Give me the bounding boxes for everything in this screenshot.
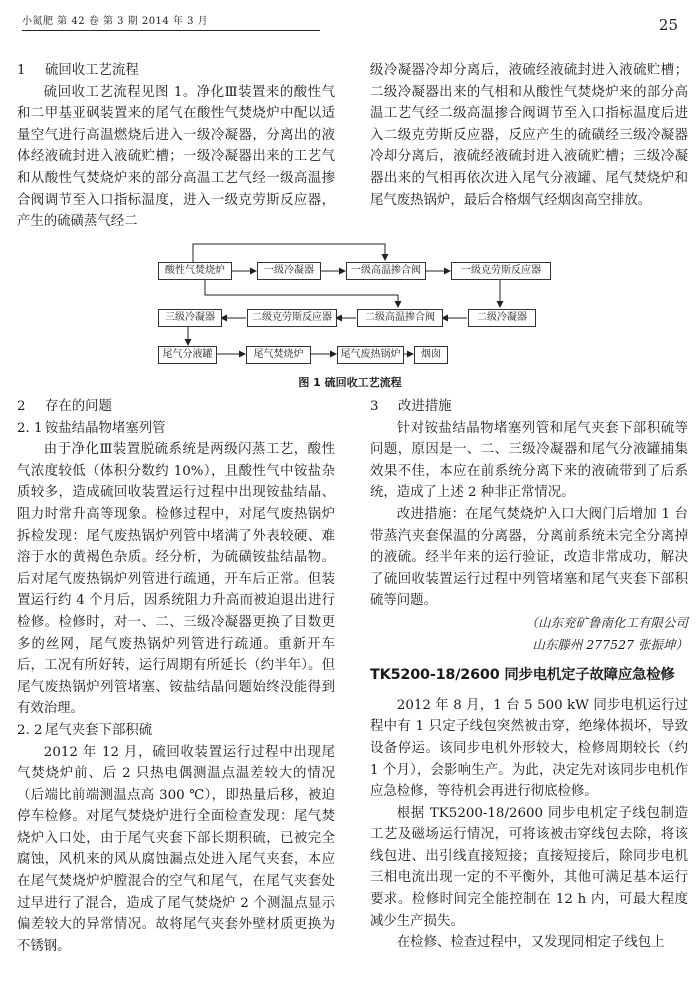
left-column-bottom [17,396,335,957]
section-2-2-heading [17,720,335,742]
section-number: 2. 1 [17,420,43,436]
flow-box-waste-heat-boiler: 尾气废热锅炉 [337,346,404,364]
section-number: 1 [17,63,26,78]
section-number: 2. 2 [17,722,43,738]
flow-box-condenser-3: 三级冷凝器 [158,309,222,327]
process-flowchart [0,0,700,400]
section-2-heading [17,396,335,418]
section-number: 2 [17,399,26,414]
page-number: 25 [658,16,678,34]
flow-box-mixing-valve-1: 一级高温掺合阀 [346,262,426,280]
flow-box-condenser-1: 一级冷凝器 [257,262,321,280]
author-name: 山东滕州 277527 张振坤） [532,636,688,652]
section-title: 改进措施 [398,399,452,414]
flow-box-claus-reactor-2: 二级克劳斯反应器 [247,309,337,327]
section-title: 存在的问题 [45,399,112,414]
section-number: 3 [370,399,379,414]
flow-box-chimney: 烟囱 [414,346,448,364]
paragraph: 级冷凝器冷却分离后，液硫经液硫封进入液硫贮槽；二级冷凝器出来的气相和从酸性气焚烧炉来的部分高温工艺气经二级高温掺合阀调节至入口指标温度后进入二级克劳斯反应器，反应产生的硫磺经三级冷凝器冷却分离后，液硫经液硫封进入液硫贮槽；三级冷凝器出来的气相再依次进入尾气分液罐、尾气焚烧炉和尾气废热锅炉，最后合格烟气经烟囱高空排放。 [370,63,688,208]
section-title: 铵盐结晶物堵塞列管 [45,420,166,436]
flow-box-claus-reactor-1: 一级克劳斯反应器 [451,262,551,280]
paragraph: 由于净化Ⅲ装置脱硫系统是两级闪蒸工艺，酸性气浓度较低（体积分数约 10%），且酸性气中铵盐杂质较多，造成硫回收装置运行过程中出现铵盐结晶、阻力时常升高等现象。检修过程中，对尾气废热锅炉拆检发现：尾气废热锅炉列管中堵满了外表较硬、难溶于水的黄褐色杂质。经分析，为硫磺铵盐结晶物。后对尾气废热锅炉列管进行疏通，开车后正常。但装置运行约 4 个月后，因系统阻力升高而被迫退出进行检修。检修时，对一、二、三级冷凝器更换了目数更多的丝网，尾气废热锅炉列管进行疏通。重新开车后，工况有所好转，运行周期有所延长（约半年）。但尾气废热锅炉列管堵塞、铵盐结晶问题始终没能得到有效治理。 [17,442,335,717]
journal-header: 小氮肥 第 42 卷 第 3 期 2014 年 3 月 [22,16,209,27]
right-column-bottom [370,396,688,954]
flow-box-acid-gas-furnace: 酸性气焚烧炉 [158,262,232,280]
flow-box-mixing-valve-2: 二级高温掺合阀 [357,309,443,327]
section-title: 硫回收工艺流程 [45,63,139,78]
paragraph: 改进措施：在尾气焚烧炉入口大阀门后增加 1 台带蒸汽夹套保温的分离器，分离前系统未完全分离掉的液硫。经半年来的运行验证，改造非常成功，解决了硫回收装置运行过程中列管堵塞和尾气夹套下部积硫等问题。 [370,506,688,609]
flow-box-tail-gas-incinerator: 尾气焚烧炉 [246,346,311,364]
paragraph: 在检修、检查过程中，又发现同相定子线包上 [396,935,665,951]
paragraph: 2012 年 12 月，硫回收装置运行过程中出现尾气焚烧炉前、后 2 只热电偶测温点温差较大的情况（后端比前端测温点高 300 ℃），即热量后移，被迫停车检修。对尾气焚烧炉进行全面检查发现：尾气焚烧炉入口处，由于尾气夹套下部长期积硫，已被完全腐蚀，风机来的风从腐蚀漏点处进入尾气夹套，本应在尾气焚烧炉炉膛混合的空气和尾气，在尾气夹套处过早进行了混合，造成了尾气焚烧炉 2 个测温点显示偏差较大的异常情况。故将尾气夹套外壁材质更换为不锈钢。 [17,744,335,954]
flow-box-condenser-2: 二级冷凝器 [468,309,536,327]
flowchart-connectors [0,0,700,400]
author-affiliation: （山东兖矿鲁南化工有限公司 [525,614,688,630]
arrow [193,244,385,262]
figure-caption: 图 1 硫回收工艺流程 [298,376,402,389]
flow-box-knockout-drum: 尾气分液罐 [158,346,217,364]
article-title: TK5200-18/2600 同步电机定子故障应急检修 [370,667,675,684]
arrow [205,280,398,307]
paragraph: 2012 年 8 月，1 台 5 500 kW 同步电机运行过程中有 1 只定子线包突然被击穿，绝缘体损坏，导致设备停运。该同步电机外形较大，检修周期较长（约 1 个月），会影响生产。为此，决定先对该同步电机作应急检修，等待机会再进行彻底检修。 [370,697,688,800]
paragraph: 硫回收工艺流程见图 1。净化Ⅲ装置来的酸性气和二甲基亚砜装置来的尾气在酸性气焚烧炉中配以适量空气进行高温燃烧后进入一级冷凝器，分离出的液体经液硫封进入液硫贮槽；一级冷凝器出来的工艺气和从酸性气焚烧炉来的部分高温工艺气经一级高温掺合阀调节至入口指标温度，进入一级克劳斯反应器，产生的硫磺蒸气经二 [17,84,335,230]
section-title: 尾气夹套下部积硫 [45,722,153,738]
paragraph: 针对铵盐结晶物堵塞列管和尾气夹套下部积硫等问题，原因是一、二、三级冷凝器和尾气分液罐捕集效果不佳，本应在前系统分离下来的液硫带到了后系统，造成了上述 2 种非正常情况。 [370,420,688,501]
paragraph: 根据 TK5200-18/2600 同步电机定子线包制造工艺及磁场运行情况，可将该被击穿线包去除，将该线包进、出引线直接短接；直接短接后，除同步电机三相电流出现一定的不平衡外，其他可满足基本运行要求。检修时间完全能控制在 12 h 内，可最大程度减少生产损失。 [370,805,688,929]
section-2-1-heading [17,418,335,440]
section-3-heading [370,396,688,418]
